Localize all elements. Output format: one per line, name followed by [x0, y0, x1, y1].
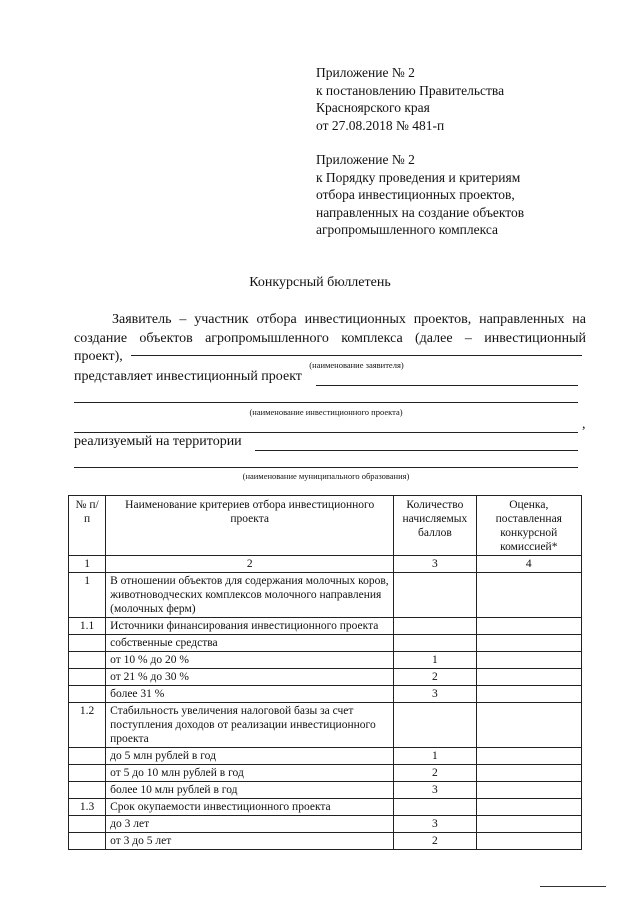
row-num: 1.3: [69, 799, 106, 816]
appendix-line: к постановлению Правительства: [316, 82, 505, 98]
score-cell[interactable]: [476, 782, 581, 799]
table-row: [69, 635, 582, 652]
column-number: 1: [69, 556, 106, 573]
row-num: 1: [69, 573, 106, 618]
table-row: [69, 782, 582, 799]
intro-paragraph: [74, 311, 586, 367]
row-num: 1.1: [69, 618, 106, 635]
appendix-line: отбора инвестиционных проектов,: [316, 187, 515, 202]
document-title: Конкурсный бюллетень: [249, 275, 391, 290]
row-num: 1.2: [69, 703, 106, 748]
score-cell[interactable]: [476, 765, 581, 782]
table-row: [69, 748, 582, 765]
municipality-field-continued[interactable]: [74, 455, 578, 468]
row-criteria: Стабильность увеличения налоговой базы за счет поступления доходов от реализации инвестиционного проекта: [106, 703, 394, 748]
column-number: 3: [394, 556, 476, 573]
appendix-line: агропромышленного комплекса: [316, 222, 498, 237]
row-criteria: до 5 млн рублей в год: [106, 748, 394, 765]
municipality-field[interactable]: [255, 435, 578, 451]
row-criteria: до 3 лет: [106, 816, 394, 833]
row-criteria: от 21 % до 30 %: [106, 669, 394, 686]
criteria-table: [68, 495, 582, 850]
applicant-caption: (наименование заявителя): [309, 360, 404, 370]
header-num: № п/п: [69, 496, 106, 556]
row-points: 3: [394, 816, 476, 833]
row-points: [394, 703, 476, 748]
row-criteria: от 5 до 10 млн рублей в год: [106, 765, 394, 782]
table-row: [69, 703, 582, 748]
score-cell[interactable]: [476, 618, 581, 635]
row-criteria: от 3 до 5 лет: [106, 833, 394, 850]
footer-rule: [540, 886, 606, 887]
table-row: [69, 799, 582, 816]
score-cell[interactable]: [476, 703, 581, 748]
row-num: [69, 635, 106, 652]
header-score: Оценка, поставленная конкурсной комиссией*: [476, 496, 581, 556]
row-criteria: от 10 % до 20 %: [106, 652, 394, 669]
column-number-row: [69, 556, 582, 573]
project-name-field-line3[interactable]: [74, 420, 578, 433]
territory-label: реализуемый на территории: [74, 434, 242, 449]
table-header-row: [69, 496, 582, 556]
table-row: [69, 816, 582, 833]
appendix-line: от 27.08.2018 № 481-п: [316, 117, 445, 133]
row-points: [394, 573, 476, 618]
row-criteria: собственные средства: [106, 635, 394, 652]
appendix-line: Приложение № 2: [316, 65, 415, 80]
appendix-header-government: [316, 64, 504, 134]
row-num: [69, 652, 106, 669]
intro-line: проект),: [74, 349, 123, 364]
row-num: [69, 686, 106, 703]
row-num: [69, 833, 106, 850]
project-caption: (наименование инвестиционного проекта): [249, 407, 403, 417]
score-cell[interactable]: [476, 669, 581, 686]
appendix-line: Красноярского края: [316, 100, 430, 115]
intro-line: Заявитель – участник отбора инвестиционных проектов, направленных на: [112, 312, 586, 327]
row-points: 3: [394, 782, 476, 799]
table-row: [69, 669, 582, 686]
score-cell[interactable]: [476, 816, 581, 833]
row-num: [69, 748, 106, 765]
table-row: [69, 833, 582, 850]
intro-line: создание объектов агропромышленного комплекса (далее – инвестиционный: [74, 330, 586, 346]
table-row: [69, 573, 582, 618]
header-points: Количество начисляемых баллов: [394, 496, 476, 556]
score-cell[interactable]: [476, 686, 581, 703]
row-points: 1: [394, 652, 476, 669]
row-num: [69, 669, 106, 686]
appendix-header-procedure: [316, 151, 524, 239]
column-number: 4: [476, 556, 581, 573]
presents-project-label: представляет инвестиционный проект: [74, 369, 302, 384]
table-row: [69, 618, 582, 635]
row-points: [394, 799, 476, 816]
row-points: 2: [394, 669, 476, 686]
row-criteria: более 10 млн рублей в год: [106, 782, 394, 799]
score-cell[interactable]: [476, 748, 581, 765]
project-name-field-continued[interactable]: [74, 390, 578, 403]
score-cell[interactable]: [476, 652, 581, 669]
score-cell[interactable]: [476, 833, 581, 850]
score-cell[interactable]: [476, 635, 581, 652]
row-num: [69, 782, 106, 799]
row-points: [394, 618, 476, 635]
project-name-field[interactable]: [316, 370, 578, 386]
row-criteria: В отношении объектов для содержания молочных коров, животноводческих комплексов молочного направления (молочных ферм): [106, 573, 394, 618]
row-criteria: более 31 %: [106, 686, 394, 703]
row-num: [69, 765, 106, 782]
column-number: 2: [106, 556, 394, 573]
row-num: [69, 816, 106, 833]
row-criteria: Срок окупаемости инвестиционного проекта: [106, 799, 394, 816]
row-points: 2: [394, 833, 476, 850]
score-cell[interactable]: [476, 573, 581, 618]
comma-mark: ,: [582, 417, 586, 432]
appendix-line: Приложение № 2: [316, 152, 415, 167]
appendix-line: направленных на создание объектов: [316, 204, 525, 220]
row-points: [394, 635, 476, 652]
applicant-name-field[interactable]: [131, 341, 582, 356]
table-row: [69, 652, 582, 669]
row-points: 2: [394, 765, 476, 782]
header-criteria: Наименование критериев отбора инвестиционного проекта: [106, 496, 394, 556]
appendix-line: к Порядку проведения и критериям: [316, 169, 521, 185]
score-cell[interactable]: [476, 799, 581, 816]
row-criteria: Источники финансирования инвестиционного проекта: [106, 618, 394, 635]
row-points: 1: [394, 748, 476, 765]
municipality-caption: (наименование муниципального образования): [242, 471, 410, 481]
table-row: [69, 765, 582, 782]
row-points: 3: [394, 686, 476, 703]
table-row: [69, 686, 582, 703]
